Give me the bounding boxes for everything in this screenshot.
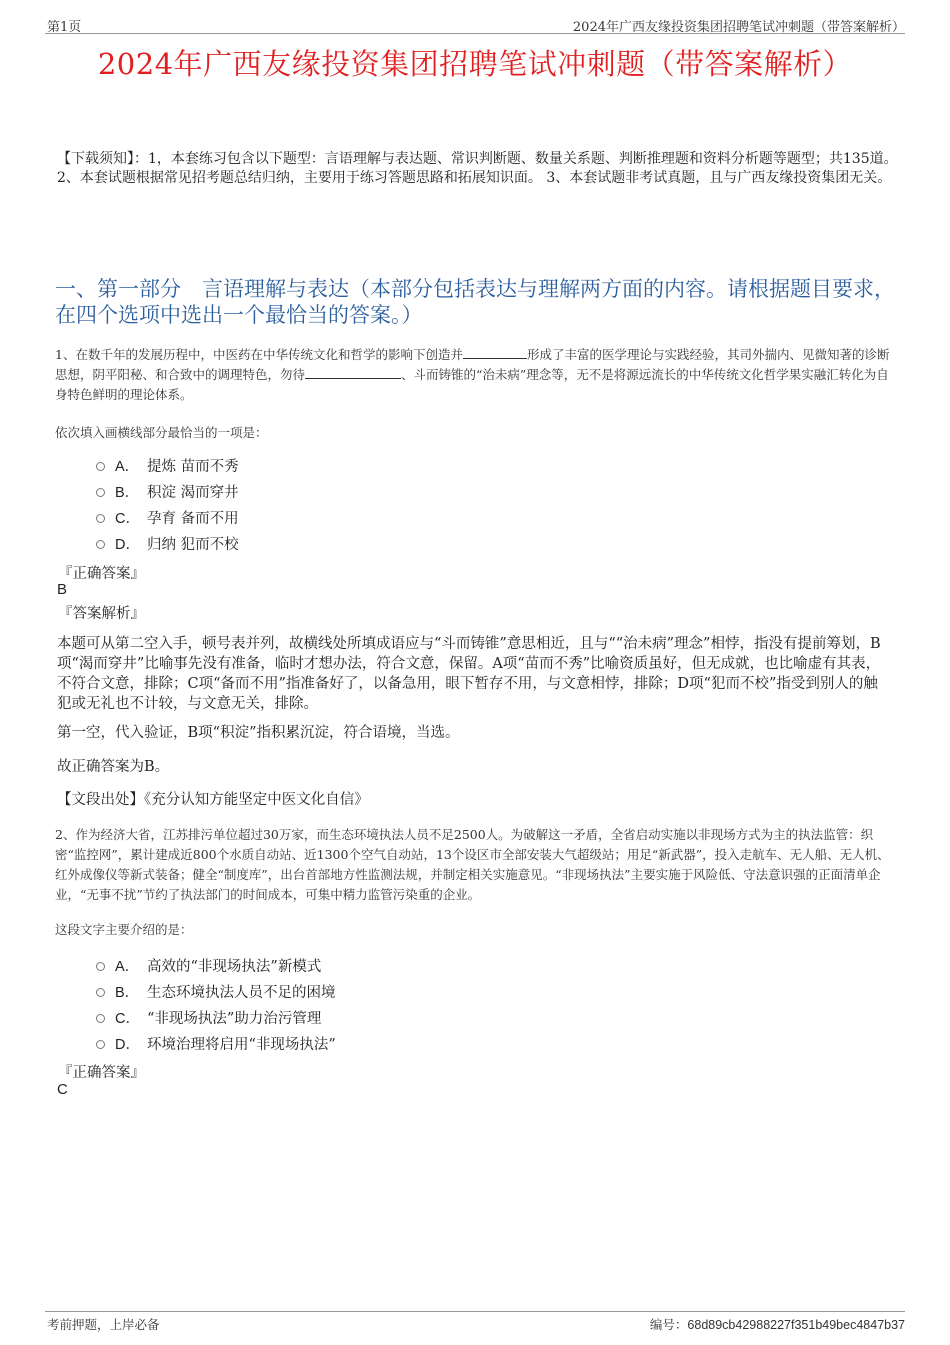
radio-icon[interactable] <box>96 962 105 971</box>
question-2-option-b[interactable] <box>96 981 336 1001</box>
serial-label: 编号： <box>649 1317 688 1332</box>
fill-blank-1 <box>463 346 527 359</box>
question-1-prompt: 依次填入画横线部分最恰当的一项是： <box>55 425 268 440</box>
footer-divider <box>45 1311 905 1312</box>
option-text: 归纳 犯而不校 <box>147 536 239 553</box>
radio-icon[interactable] <box>96 1040 105 1049</box>
fill-blank-2 <box>305 366 401 379</box>
radio-icon[interactable] <box>96 462 105 471</box>
option-text: 积淀 渴而穿井 <box>147 484 239 501</box>
question-2-text: 2、作为经济大省，江苏排污单位超过30万家，而生态环境执法人员不足2500人。为破解这一矛盾，全省启动实施以非现场方式为主的执法监管：织密“监控网”，累计建成近800个水质自动站、近1300个空气自动站，13个设区市全部安装大气超级站；用足“新武器”，投入走航车、无人船、无人机、红外成像仪等新式装备；健全“制度库”，出台首部地方性监测法规，并制定相关实施意见。“非现场执法”主要实施于风险低、守法意识强的正面清单企业，“无事不扰”节约了执法部门的时间成本，可集中精力监管污染重的企业。 <box>55 827 890 902</box>
option-text: 提炼 苗而不秀 <box>147 458 239 475</box>
question-1-text-part-c: 、斗而铸锥的“治未病”理念等，无不是将源远流长的中华传统文化哲学果实融汇转化为自身特色鲜明的理论体系。 <box>55 367 889 402</box>
footer-serial <box>650 1315 905 1333</box>
header-divider <box>45 33 905 34</box>
question-2-option-a[interactable] <box>96 955 321 975</box>
question-1-text-part-b: 形成了丰富的医学理论与实践经验，其司外揣内、见微知著的诊断思想，阴平阳秘、和合致中的调理特色，勿待 <box>55 347 890 382</box>
question-1-answer-label: 『正确答案』 <box>58 566 145 582</box>
question-1-analysis-paragraph-1: 本题可从第二空入手，顿号表并列，故横线处所填成语应与“斗而铸锥”意思相近，且与““治未病”理念”相悖，指没有提前筹划，B项“渴而穿井”比喻事先没有准备，临时才想办法，符合文意，保留。A项“苗而不秀”比喻资质虽好，但无成就，也比喻虚有其表，不符合文意，排除；C项“备而不用”指准备好了，以备急用，眼下暂存不用，与文意相悖，排除；D项“犯而不校”指受到别人的触犯或无礼也不计较，与文意无关，排除。 <box>57 636 881 712</box>
question-1-option-c[interactable] <box>96 507 239 527</box>
option-text: 孕育 备而不用 <box>147 510 239 527</box>
running-header-title: 2024年广西友缘投资集团招聘笔试冲刺题（带答案解析） <box>572 20 905 35</box>
option-text: “非现场执法”助力治污管理 <box>147 1010 322 1027</box>
question-2-prompt: 这段文字主要介绍的是： <box>55 922 193 937</box>
radio-icon[interactable] <box>96 988 105 997</box>
page-number: 第1页 <box>47 20 82 35</box>
radio-icon[interactable] <box>96 540 105 549</box>
question-1-analysis-label: 『答案解析』 <box>58 606 145 622</box>
question-1-analysis-paragraph-2: 第一空，代入验证，B项“积淀”指积累沉淀，符合语境，当选。 <box>57 725 460 741</box>
question-1-answer: B <box>57 581 68 598</box>
document-title: 2024年广西友缘投资集团招聘笔试冲刺题（带答案解析） <box>97 47 853 81</box>
option-letter: A． <box>115 958 140 975</box>
option-text: 生态环境执法人员不足的困境 <box>147 984 336 1001</box>
question-2-option-d[interactable] <box>96 1033 336 1053</box>
section-heading: 一、第一部分 言语理解与表达（本部分包括表达与理解两方面的内容。请根据题目要求，在四个选项中选出一个最恰当的答案。） <box>55 277 895 327</box>
radio-icon[interactable] <box>96 1014 105 1023</box>
option-text: 高效的“非现场执法”新模式 <box>147 958 322 975</box>
option-letter: C． <box>115 1010 140 1027</box>
option-letter: C． <box>115 510 140 527</box>
footer-slogan: 考前押题，上岸必备 <box>47 1317 160 1332</box>
question-1-text <box>55 345 900 405</box>
question-2-answer-label: 『正确答案』 <box>58 1065 145 1081</box>
question-1-source: 【文段出处】《充分认知方能坚定中医文化自信》 <box>57 792 369 808</box>
radio-icon[interactable] <box>96 488 105 497</box>
question-2-option-c[interactable] <box>96 1007 321 1027</box>
download-notice: 【下载须知】：1，本套练习包含以下题型：言语理解与表达题、常识判断题、数量关系题、判断推理题和资料分析题等题型；共135道。 2、本套试题根据常见招考题总结归纳，主要用于练习答题思路和拓展知识面。 3、本套试题非考试真题，且与广西友缘投资集团无关。 <box>57 151 898 186</box>
question-1-option-a[interactable] <box>96 455 239 475</box>
option-text: 环境治理将启用“非现场执法” <box>147 1036 336 1053</box>
option-letter: B． <box>115 484 140 501</box>
option-letter: A． <box>115 458 140 475</box>
question-2-answer: C <box>57 1081 68 1098</box>
radio-icon[interactable] <box>96 514 105 523</box>
question-1-text-part-a: 1、在数千年的发展历程中，中医药在中华传统文化和哲学的影响下创造并 <box>55 347 463 362</box>
option-letter: D． <box>115 1036 140 1053</box>
question-1-analysis-paragraph-3: 故正确答案为B。 <box>57 759 170 775</box>
serial-value: 68d89cb42988227f351b49bec4847b37 <box>687 1318 905 1332</box>
option-letter: D． <box>115 536 140 553</box>
question-1-option-b[interactable] <box>96 481 239 501</box>
option-letter: B． <box>115 984 140 1001</box>
question-1-option-d[interactable] <box>96 533 239 553</box>
